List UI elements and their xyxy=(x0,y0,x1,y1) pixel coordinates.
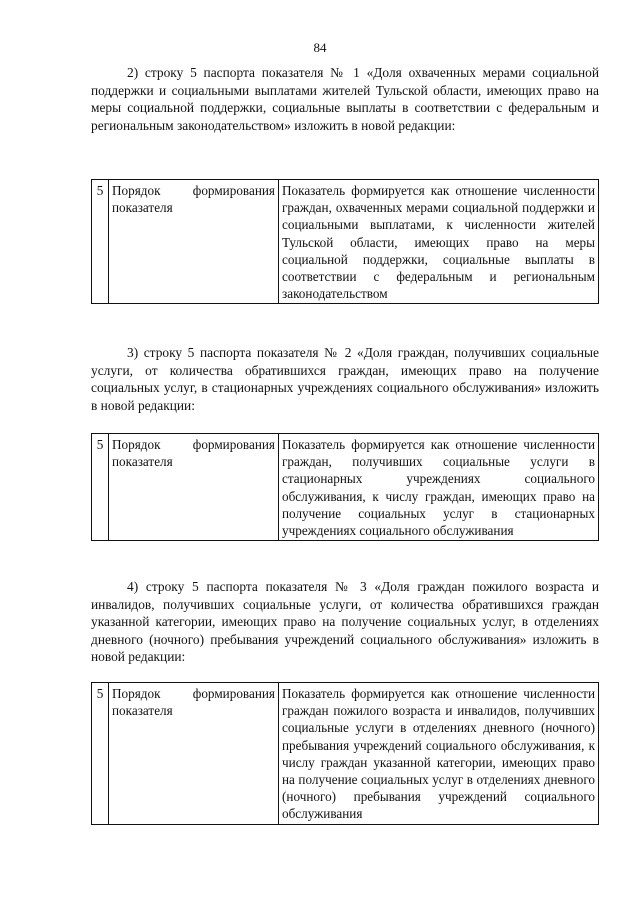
table-row xyxy=(92,434,599,541)
table-row xyxy=(92,683,599,825)
row-number: 5 xyxy=(92,180,109,304)
amendment-paragraph-2: 2) строку 5 паспорта показателя № 1 «Доля охваченных мерами социальной поддержки и социальными выплатами жителей Тульской области, имеющих право на меры социальной поддержки, социальные выплаты в соответствии с федеральным и региональным законодательством» изложить в новой редакции: xyxy=(91,65,599,133)
page-number: 84 xyxy=(313,40,327,55)
row-number: 5 xyxy=(92,434,109,541)
passport-table-indicator-2 xyxy=(91,433,599,541)
table-row xyxy=(92,180,599,304)
row-description: Показатель формируется как отношение численности граждан, охваченных мерами социальной поддержки и социальными выплатами, к численности жителей Тульской области, имеющих право на меры социальной поддержки, социальные выплаты в соответствии с федеральным и региональным законодательством xyxy=(279,180,599,304)
amendment-paragraph-4: 4) строку 5 паспорта показателя № 3 «Доля граждан пожилого возраста и инвалидов, получивших социальные услуги, от количества обратившихся граждан указанной категории, имеющих право на получение социальных услуг, в отделениях дневного (ночного) пребывания учреждений социального обслуживания» изложить в новой редакции: xyxy=(91,579,599,665)
row-description: Показатель формируется как отношение численности граждан пожилого возраста и инвалидов, получивших социальные услуги в отделениях дневного (ночного) пребывания учреждений социального обслуживания, к числу граждан указанной категории, имеющих право на получение социальных услуг в отделениях дневного (ночного) пребывания учреждений социального обслуживания xyxy=(279,683,599,825)
row-name: Порядок формирования показателя xyxy=(109,683,279,825)
row-name: Порядок формирования показателя xyxy=(109,434,279,541)
row-description: Показатель формируется как отношение численности граждан, получивших социальные услуги в стационарных учреждениях социального обслуживания, к числу граждан, имеющих право на получение социальных услуг в стационарных учреждениях социального обслуживания xyxy=(279,434,599,541)
row-number: 5 xyxy=(92,683,109,825)
passport-table-indicator-3 xyxy=(91,682,599,825)
row-name: Порядок формирования показателя xyxy=(109,180,279,304)
passport-table-indicator-1 xyxy=(91,179,599,304)
amendment-paragraph-3: 3) строку 5 паспорта показателя № 2 «Доля граждан, получивших социальные услуги, от количества обратившихся граждан, имеющих право на получение социальных услуг, в стационарных учреждениях социального обслуживания» изложить в новой редакции: xyxy=(91,345,599,413)
